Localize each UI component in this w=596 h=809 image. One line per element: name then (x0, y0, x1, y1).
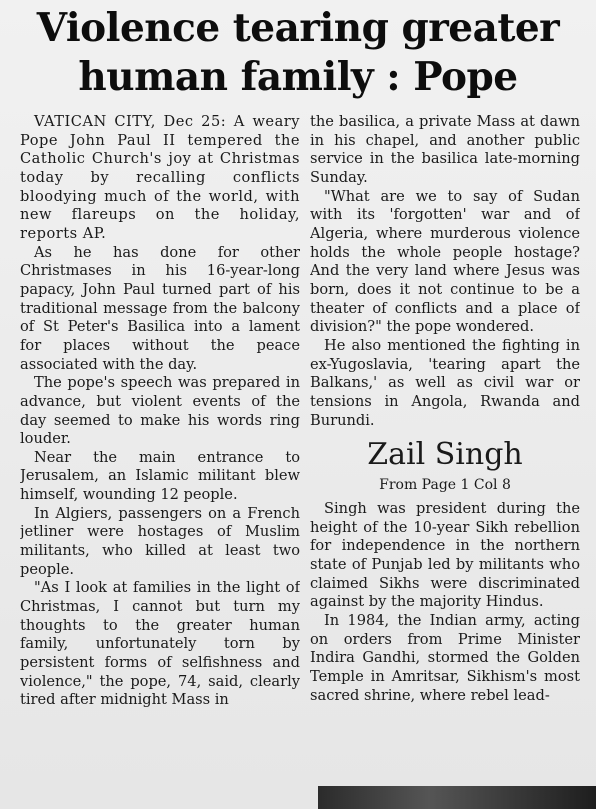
article-paragraph: the basilica, a private Mass at dawn in his chapel, and another public service in the basilica late-morning Sunday. (310, 113, 580, 186)
photo-fragment (318, 786, 596, 809)
article-paragraph: In 1984, the Indian army, acting on orders from Prime Minister Indira Gandhi, stormed the Golden Temple in Amritsar, Sikhism's most sacred shrine, where rebel lead- (310, 612, 580, 704)
article-paragraph: Singh was president during the height of the 10-year Sikh rebellion for independence in the northern state of Punjab led by militants who claimed Sikhs were discriminated against by the majority Hindus. (310, 500, 580, 611)
article-paragraph: Near the main entrance to Jerusalem, an Islamic militant blew himself, wounding 12 people. (20, 448, 300, 504)
headline (6, 4, 590, 102)
left-column (20, 113, 300, 807)
column-divider (304, 113, 305, 803)
article-paragraph: He also mentioned the fighting in ex-Yugoslavia, 'tearing apart the Balkans,' as well as civil war or tensions in Angola, Rwanda and Burundi. (310, 336, 580, 429)
right-column (310, 113, 580, 807)
headline-line-1: Violence tearing greater (36, 5, 560, 51)
second-story-title: Zail Singh (367, 437, 523, 473)
article-paragraph: In Algiers, passengers on a French jetliner were hostages of Muslim militants, who killed at least two people. (20, 504, 300, 578)
article-paragraph: VATICAN CITY, Dec 25: A weary Pope John Paul II tempered the Catholic Church's joy at Christmas today by recalling conflicts bloodying much of the world, with new flareups on the holiday, reports AP. (20, 113, 300, 242)
jump-line: From Page 1 Col 8 (379, 477, 511, 494)
article-paragraph: "As I look at families in the light of Christmas, I cannot but turn my thoughts to the greater human family, unfortunately torn by persistent forms of selfishness and violence," the pope, 74, said, clearly tired after midnight Mass in (20, 579, 300, 709)
article-paragraph: "What are we to say of Sudan with its 'forgotten' war and of Algeria, where murderous violence holds the whole people hostage? And the very land where Jesus was born, does it not continue to be a theater of conflicts and a place of division?" the pope wondered. (310, 187, 580, 336)
article-paragraph: The pope's speech was prepared in advance, but violent events of the day seemed to make his words ring louder. (20, 374, 300, 448)
headline-line-2: human family : Pope (78, 54, 518, 100)
article-paragraph: As he has done for other Christmases in his 16-year-long papacy, John Paul turned part of his traditional message from the balcony of St Peter's Basilica into a lament for places without the peace associated with the day. (20, 243, 300, 373)
